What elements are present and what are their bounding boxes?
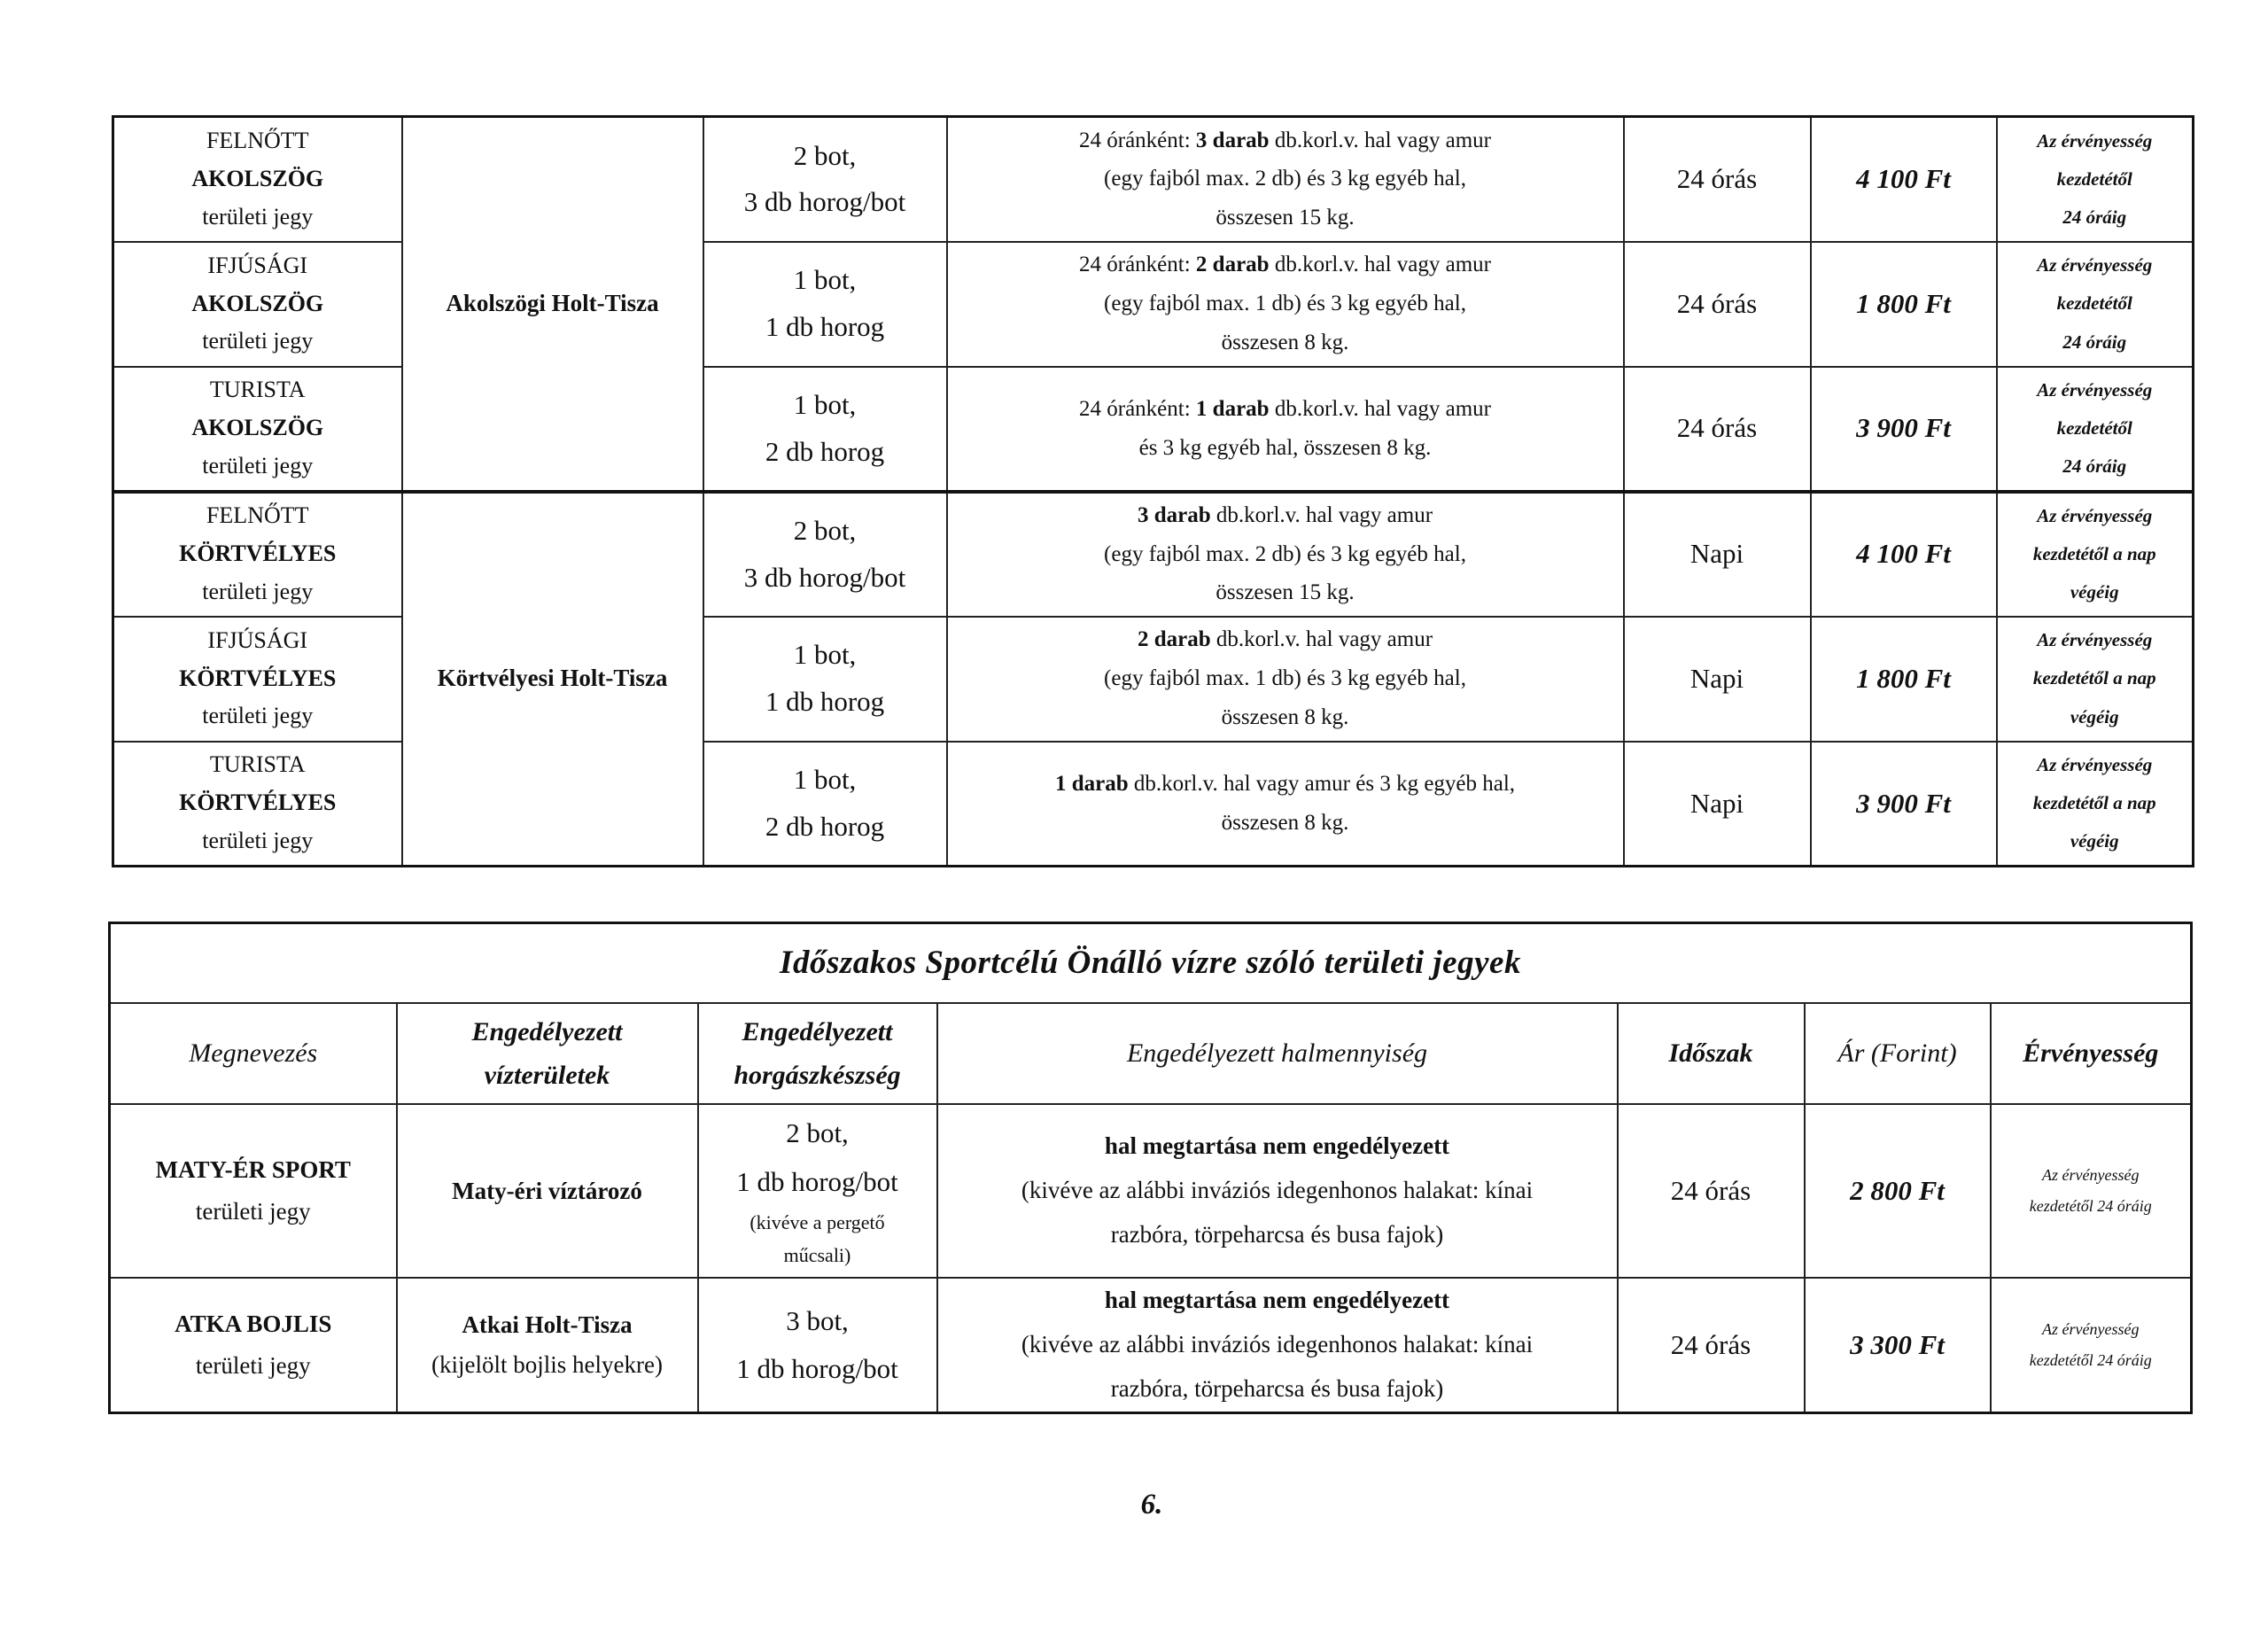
fish-quantity-cell: 24 óránként: 2 darab db.korl.v. hal vagy amur (egy fajból max. 1 db) és 3 kg egyéb hal, összesen 8 kg.: [947, 242, 1624, 367]
fish-quantity-cell: 24 óránként: 1 darab db.korl.v. hal vagy amur és 3 kg egyéb hal, összesen 8 kg.: [947, 367, 1624, 492]
gear-cell: 2 bot, 3 db horog/bot: [703, 492, 947, 617]
price-cell: 4 100 Ft: [1811, 492, 1997, 617]
table-row: [110, 1278, 2192, 1412]
period-cell: Napi: [1624, 742, 1811, 867]
period-cell: Napi: [1624, 617, 1811, 742]
gear-cell: 1 bot, 2 db horog: [703, 367, 947, 492]
gear-cell: 1 bot, 2 db horog: [703, 742, 947, 867]
ticket-table-periodic-sport: [108, 922, 2193, 1414]
water-area-cell: Akolszögi Holt-Tisza: [402, 117, 703, 492]
gear-cell: 1 bot, 1 db horog: [703, 617, 947, 742]
price-cell: 3 900 Ft: [1811, 367, 1997, 492]
period-cell: Napi: [1624, 492, 1811, 617]
water-area-cell: Atkai Holt-Tisza (kijelölt bojlis helyekre): [397, 1278, 698, 1412]
price-cell: 1 800 Ft: [1811, 617, 1997, 742]
price-cell: 2 800 Ft: [1805, 1104, 1991, 1278]
validity-cell: Az érvényesség kezdetétől 24 óráig: [1991, 1278, 2192, 1412]
period-cell: 24 órás: [1624, 367, 1811, 492]
ticket-name-cell: IFJÚSÁGI KÖRTVÉLYES területi jegy: [113, 617, 402, 742]
ticket-name-cell: ATKA BOJLIS területi jegy: [110, 1278, 397, 1412]
table-row: [113, 117, 2194, 242]
fish-quantity-cell: hal megtartása nem engedélyezett (kivéve az alábbi inváziós idegenhonos halakat: kínai razbóra, törpeharcsa és busa fajok): [937, 1104, 1618, 1278]
validity-cell: Az érvényesség kezdetétől 24 óráig: [1997, 117, 2194, 242]
header-name: Megnevezés: [110, 1003, 397, 1104]
price-cell: 4 100 Ft: [1811, 117, 1997, 242]
period-cell: 24 órás: [1624, 117, 1811, 242]
water-area-cell: Körtvélyesi Holt-Tisza: [402, 492, 703, 867]
validity-cell: Az érvényesség kezdetétől a nap végéig: [1997, 742, 2194, 867]
validity-cell: Az érvényesség kezdetétől 24 óráig: [1991, 1104, 2192, 1278]
header-price: Ár (Forint): [1805, 1003, 1991, 1104]
table-row: [113, 492, 2194, 617]
ticket-name-cell: FELNŐTT KÖRTVÉLYES területi jegy: [113, 492, 402, 617]
price-cell: 3 300 Ft: [1805, 1278, 1991, 1412]
ticket-name-cell: TURISTA AKOLSZÖG területi jegy: [113, 367, 402, 492]
price-cell: 1 800 Ft: [1811, 242, 1997, 367]
table-title: Időszakos Sportcélú Önálló vízre szóló területi jegyek: [110, 923, 2192, 1004]
table-row: [110, 1104, 2192, 1278]
header-period: Időszak: [1618, 1003, 1805, 1104]
header-water: Engedélyezett vízterületek: [397, 1003, 698, 1104]
fish-quantity-cell: 3 darab db.korl.v. hal vagy amur (egy fajból max. 2 db) és 3 kg egyéb hal, összesen 15 kg.: [947, 492, 1624, 617]
price-cell: 3 900 Ft: [1811, 742, 1997, 867]
validity-cell: Az érvényesség kezdetétől 24 óráig: [1997, 242, 2194, 367]
gear-cell: 2 bot, 3 db horog/bot: [703, 117, 947, 242]
fish-quantity-cell: 24 óránként: 3 darab db.korl.v. hal vagy amur (egy fajból max. 2 db) és 3 kg egyéb hal, összesen 15 kg.: [947, 117, 1624, 242]
gear-cell: 2 bot, 1 db horog/bot (kivéve a pergető műcsali): [698, 1104, 937, 1278]
period-cell: 24 órás: [1618, 1278, 1805, 1412]
validity-cell: Az érvényesség kezdetétől a nap végéig: [1997, 492, 2194, 617]
table-header-row: [110, 1003, 2192, 1104]
fish-quantity-cell: hal megtartása nem engedélyezett (kivéve az alábbi inváziós idegenhonos halakat: kínai razbóra, törpeharcsa és busa fajok): [937, 1278, 1618, 1412]
gear-cell: 3 bot, 1 db horog/bot: [698, 1278, 937, 1412]
period-cell: 24 órás: [1618, 1104, 1805, 1278]
fish-quantity-cell: 1 darab db.korl.v. hal vagy amur és 3 kg egyéb hal, összesen 8 kg.: [947, 742, 1624, 867]
validity-cell: Az érvényesség kezdetétől 24 óráig: [1997, 367, 2194, 492]
table-title-row: [110, 923, 2192, 1004]
water-area-cell: Maty-éri víztározó: [397, 1104, 698, 1278]
ticket-name-cell: FELNŐTT AKOLSZÖG területi jegy: [113, 117, 402, 242]
validity-cell: Az érvényesség kezdetétől a nap végéig: [1997, 617, 2194, 742]
header-gear: Engedélyezett horgászkészség: [698, 1003, 937, 1104]
header-validity: Érvényesség: [1991, 1003, 2192, 1104]
ticket-name-cell: MATY-ÉR SPORT területi jegy: [110, 1104, 397, 1278]
fish-quantity-cell: 2 darab db.korl.v. hal vagy amur (egy fajból max. 1 db) és 3 kg egyéb hal, összesen 8 kg.: [947, 617, 1624, 742]
ticket-name-cell: IFJÚSÁGI AKOLSZÖG területi jegy: [113, 242, 402, 367]
header-quantity: Engedélyezett halmennyiség: [937, 1003, 1618, 1104]
ticket-name-cell: TURISTA KÖRTVÉLYES területi jegy: [113, 742, 402, 867]
period-cell: 24 órás: [1624, 242, 1811, 367]
page-number: 6.: [1140, 1489, 1163, 1521]
ticket-table-holt-tisza: [112, 115, 2194, 867]
gear-cell: 1 bot, 1 db horog: [703, 242, 947, 367]
